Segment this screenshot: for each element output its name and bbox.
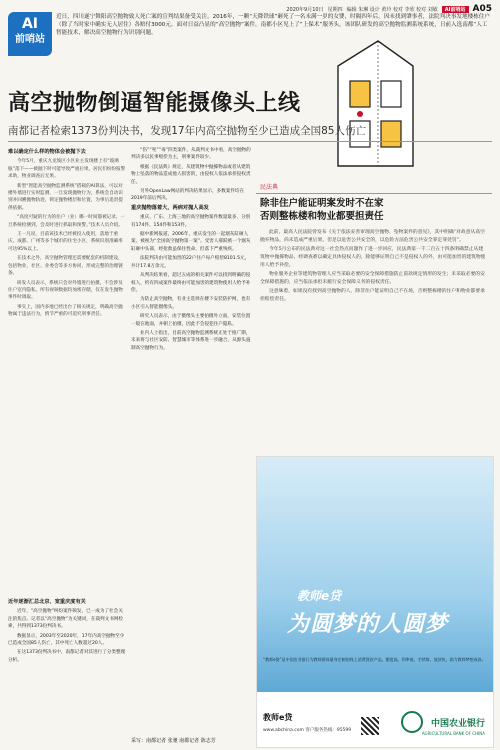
ad-slogan-large: 为圆梦的人圆梦 bbox=[287, 612, 449, 637]
article-paragraph: 在技术之外，高空抛物管理还需要配套的机制建设，包括物业、社区、业委会等多方协同，形成完整的治理链条。 bbox=[8, 256, 123, 277]
sidebar-title-2: 否则整栋楼和物业都要担责任 bbox=[260, 211, 384, 222]
ad-slogan-small: 教师e贷 bbox=[297, 589, 342, 603]
article-paragraph: 近年，“高空抛物”纠纷案件频发，已一成为了社会关注的焦点。记者以“高空抛物”为关键词，在裁判文书网检索，共得到1373份判决书。 bbox=[8, 609, 124, 630]
ad-url: www.abchina.com 客户服务热线：95599 bbox=[263, 728, 352, 733]
bank-name-en: AGRICULTURAL BANK OF CHINA bbox=[421, 731, 485, 736]
headline: 高空抛物倒逼智能摄像头上线 bbox=[8, 91, 301, 116]
article-paragraph: 为防止高空抛物，有业主选择在楼下安装防护网，也有小区引入智能摄像头。 bbox=[131, 297, 251, 310]
edition-tag: AI前哨站 bbox=[442, 6, 469, 13]
article-paragraph: 研发人员表示，系统只会对外墙进行拍摄，不会涉及住户室内隐私，所有视频数据均加密存储，仅在发生抛物事件时调取。 bbox=[8, 280, 123, 301]
article-paragraph: “高度可疑的行为的住户（业）哪一时间都被记录，一旦系统检测到，会及时进行抓取和预警。”技术人员介绍。 bbox=[8, 215, 126, 228]
subheadline: 南都记者检索1373份判决书，发现17年内高空抛物至少已造成全国85人伤亡 bbox=[8, 125, 366, 137]
article-paragraph: 研究人员表示，由于摄像头主要拍摄外立面，安装位置一般在地面，并朝上拍摄，因此不会侵犯住户隐私。 bbox=[131, 314, 251, 327]
article-paragraph: “伤”“死”“毒”四类案件，从裁判文书中看，高空抛物的判决多以民事赔偿为主，刑事案件较少。 bbox=[131, 148, 251, 161]
column-brand bbox=[8, 12, 52, 56]
article-paragraph: 根据《民法典》规定，从建筑物中抛掷物品或者从建筑物上坠落的物品造成他人损害的，由侵权人依法承担侵权责任。 bbox=[131, 164, 251, 185]
ad-caption: “教师e贷”是中国农业银行为教师群体量身定制的线上消费贷款产品，额度高、利率低、手续简、放款快，助力教师梦想成真。 bbox=[263, 657, 486, 662]
sidebar-rule bbox=[256, 193, 492, 194]
editors: 编辑 朱琳 设计 黄玲 校对 李欣 校对 刘敏 bbox=[346, 6, 438, 13]
falling-object-illustration bbox=[318, 26, 428, 176]
article-paragraph: 从判决结果看，超过五成的相关案件可以找到明确的侵权人，约有四成案件最终由可能加害的建筑物使用人给予补偿。 bbox=[131, 273, 251, 293]
section-heading: 重庆抛物落着大，两病对抛人高发 bbox=[131, 204, 209, 211]
issue-weekday: 星期四 bbox=[327, 6, 343, 13]
article-paragraph: 重庆、广东、上海三地的高空抛物案件数量最多，分别有174件、154件和153件。 bbox=[131, 215, 251, 228]
article-paragraph: 今年5月，重庆九龙坡区小区业主发现楼上有“玻璃瓶”落下——被抛下时可能导致严重后果，居民们纷纷报警求助，物业调查后无果。 bbox=[8, 159, 126, 180]
article-paragraph: 王一凡说，目前该技术已经被投入使用，落地于重庆、成都、广州等多个城市的住宅小区，系统识别准确率可达95%以上。 bbox=[8, 232, 123, 252]
sidebar-title-1: 除非住户能证明案发时不在家 bbox=[260, 198, 384, 209]
article-paragraph: 业内人士指出，目前高空抛物监测系统正处于推广期，未来将与社区安防、智慧城市等体系进一步融合，从源头遏制高空抛物行为。 bbox=[131, 330, 251, 351]
article-paragraph: 据中新网报道，2006年，重庆发生的一起烟灰缸砸人案，被视为“全国高空抛物第一案”。受害人郝跃被一个烟灰缸砸中头部，经抢救虽保住性命，但落下严重残疾。 bbox=[131, 232, 251, 252]
sidebar-paragraph: 这意味着，如果没有找到高空抛物的人，除非住户能证明自己不在场，否则整栋楼的住户和物业都要承担赔偿责任。 bbox=[260, 289, 485, 302]
issue-date: 2020年9月10日 bbox=[286, 6, 324, 13]
bank-advertisement[interactable] bbox=[256, 456, 494, 748]
article-column-left-bottom bbox=[8, 597, 127, 745]
qr-code-icon[interactable] bbox=[361, 717, 379, 735]
article-paragraph: 新型“智能高空抛物监测系统”搭载的AI算法，可以对楼外墙进行实时监测，一旦发现抛物行为，系统会自动识别并回溯抛物轨迹，锁定抛物楼层和位置，为事后追责提供依据。 bbox=[8, 183, 123, 211]
brand-sub: 前哨站 bbox=[15, 34, 45, 45]
article-paragraph: 事实上，国内多地已经出台了相关规定，明确高空抛物属于违法行为，情节严重的可追究刑事责任。 bbox=[8, 304, 123, 318]
sidebar-box bbox=[256, 182, 492, 382]
section-heading: 难以确定什么样的物体会被抛下去 bbox=[8, 149, 86, 155]
article-column-left bbox=[8, 147, 127, 597]
lead-paragraph: 近日，四川遂宁舞阳高空抛物致人死亡案的宣判结果备受关注。2016年，一颗“天降铁球”砸死了一名未满一岁的女婴，时隔四年后，因未找到肇事者，法院判决事发地楼栋住户（除了当时家中确实无人居住）各赔付3000元。面对日益凸显的“高空抛物”案件，南都小区见上了“上保术”服务头，该团队研发的高空抛物监测系统系统，日前入选南都“人工智能技术，解决高空抛物行为识别问题。 bbox=[56, 14, 490, 37]
article-paragraph: 在这1373份判决书中，南都记者对其进行了分类整理分析。 bbox=[8, 650, 126, 663]
byline: 采写：南都记者 张驰 南都记者 陈志芳 bbox=[131, 738, 216, 744]
sidebar-paragraph: 今年5月公布的民法典对这一社会热点问题作了进一步回应，民法典第一千二百五十四条明确禁止从建筑物中抛掷物品，经调查难以确定具体侵权人的，除能够证明自己不是侵权人的外，由可能加害的建筑物使用人给予补偿。 bbox=[260, 247, 486, 268]
article-paragraph: 数据显示，2003年至2020年，17年内高空抛物至少已造成全国85人伤亡，其中死亡人数超过20人。 bbox=[8, 633, 125, 647]
ad-app-name: 教师e贷 bbox=[263, 713, 293, 722]
bank-logo-icon bbox=[401, 711, 423, 733]
sidebar-paragraph: 此前，最高人民法院曾发布《关于依法妥善审理高空抛物、坠物案件的意见》，其中明确“对故意从高空抛弃物品，尚未造成严重后果，但足以危害公共安全的，以危险方法危害公共安全罪定罪处罚”。 bbox=[260, 230, 485, 243]
sidebar-tag: 民法典 bbox=[260, 184, 279, 191]
sidebar-body bbox=[260, 229, 486, 304]
article-paragraph: 另外OpenLaw网站的判决结果显示，多数案件均在2019年前后判决。 bbox=[131, 189, 245, 202]
bank-name: 中国农业银行 bbox=[430, 719, 485, 729]
article-column-mid bbox=[131, 147, 252, 745]
brand-ai: AI bbox=[21, 16, 39, 32]
article-paragraph: 法院判决由可能加害的22户住户每户赔偿8101.5元，共计17.8万余元。 bbox=[131, 256, 250, 269]
sidebar-paragraph: 物业服务企业等建筑物管理人应当采取必要的安全保障措施防止前款规定情形的发生；未采取必要的安全保障措施的，应当依法承担未履行安全保障义务的侵权责任。 bbox=[260, 272, 485, 285]
section-heading: 近年逐渐汇总北京、宽重庆度有关 bbox=[8, 599, 86, 605]
header-rule bbox=[8, 141, 492, 142]
page-number: A05 bbox=[472, 4, 492, 14]
